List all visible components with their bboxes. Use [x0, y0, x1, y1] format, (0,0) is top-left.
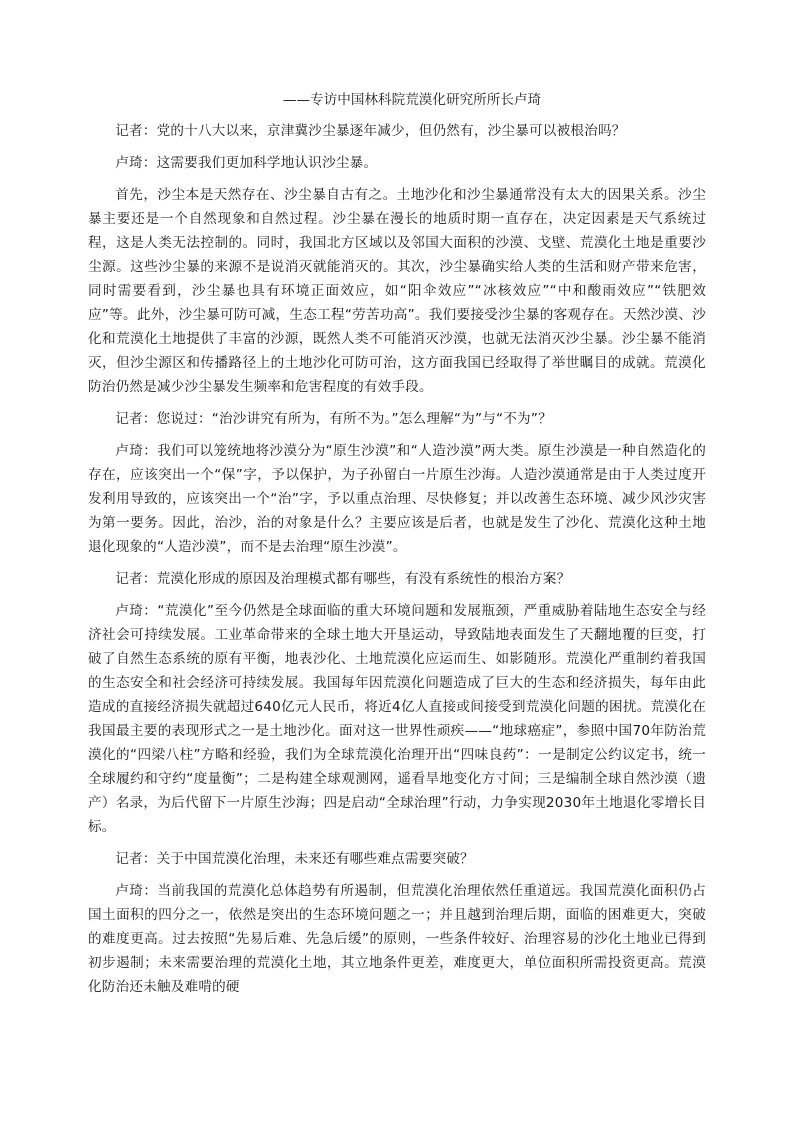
question-paragraph: 记者：您说过：“治沙讲究有所为，有所不为。”怎么理解“为”与“不为”？	[115, 411, 552, 427]
answer-paragraph: 卢琦：这需要我们更加科学地认识沙尘暴。	[115, 155, 378, 171]
subtitle: ——专访中国林科院荒漠化研究所所长卢琦	[282, 92, 542, 108]
question-paragraph: 记者：党的十八大以来，京津冀沙尘暴逐年减少，但仍然有，沙尘暴可以被根治吗？	[115, 123, 626, 139]
answer-paragraph: 卢琦：我们可以笼统地将沙漠分为“原生沙漠”和“人造沙漠”两大类。原生沙漠是一种自然造化的存在，应该突出一个“保”字，予以保护，为子孙留白一片原生沙海。人造沙漠通常是由于人类过度开发利用导致的，应该突出一个“治”字，予以重点治理、尽快修复；并以改善生态环境、减少风沙灾害为第一要务。因此，治沙，治的对象是什么？主要应该是后者，也就是发生了沙化、荒漠化这种土地退化现象的“人造沙漠”，而不是去治理“原生沙漠”。	[88, 443, 706, 555]
question-paragraph: 记者：荒漠化形成的原因及治理模式都有哪些，有没有系统性的根治方案？	[115, 571, 571, 587]
answer-paragraph: 卢琦：当前我国的荒漠化总体趋势有所遏制，但荒漠化治理依然任重道远。我国荒漠化面积仍占国土面积的四分之一，依然是突出的生态环境问题之一；并且越到治理后期，面临的困难更大，突破的难度更高。过去按照“先易后难、先急后缓”的原则，一些条件较好、治理容易的沙化土地业已得到初步遏制；未来需要治理的荒漠化土地，其立地条件更差，难度更大，单位面积所需投资更高。荒漠化防治还未触及难啃的硬	[88, 883, 706, 995]
document-page	[88, 88, 706, 1007]
answer-paragraph: 首先，沙尘本是天然存在、沙尘暴自古有之。土地沙化和沙尘暴通常没有太大的因果关系。沙尘暴主要还是一个自然现象和自然过程。沙尘暴在漫长的地质时期一直存在，决定因素是天气系统过程，这是人类无法控制的。同时，我国北方区域以及邻国大面积的沙漠、戈壁、荒漠化土地是重要沙尘源。这些沙尘暴的来源不是说消灭就能消灭的。其次，沙尘暴确实给人类的生活和财产带来危害，同时需要看到，沙尘暴也具有环境正面效应，如“阳伞效应”“冰核效应”“中和酸雨效应”“铁肥效应”等。此外，沙尘暴可防可减，生态工程“劳苦功高”。我们要接受沙尘暴的客观存在。天然沙漠、沙化和荒漠化土地提供了丰富的沙源，既然人类不可能消灭沙漠，也就无法消灭沙尘暴。沙尘暴不能消灭，但沙尘源区和传播路径上的土地沙化可防可治，这方面我国已经取得了举世瞩目的成就。荒漠化防治仍然是减少沙尘暴发生频率和危害程度的有效手段。	[88, 187, 706, 395]
answer-paragraph: 卢琦：“荒漠化”至今仍然是全球面临的重大环境问题和发展瓶颈，严重威胁着陆地生态安全与经济社会可持续发展。工业革命带来的全球土地大开垦运动，导致陆地表面发生了天翻地覆的巨变，打破了自然生态系统的原有平衡，地表沙化、土地荒漠化应运而生、如影随形。荒漠化严重制约着我国的生态安全和社会经济可持续发展。我国每年因荒漠化问题造成了巨大的生态和经济损失，每年由此造成的直接经济损失就超过640亿元人民币，将近4亿人直接或间接受到荒漠化问题的困扰。荒漠化在我国最主要的表现形式之一是土地沙化。面对这一世界性顽疾——“地球癌症”，参照中国70年防治荒漠化的“四梁八柱”方略和经验，我们为全球荒漠化治理开出“四味良药”：一是制定公约议定书，统一全球履约和守约“度量衡”；二是构建全球观测网，遥看旱地变化方寸间；三是编制全球自然沙漠（遗产）名录，为后代留下一片原生沙海；四是启动“全球治理”行动，力争实现2030年土地退化零增长目标。	[88, 603, 706, 835]
question-paragraph: 记者：关于中国荒漠化治理，未来还有哪些难点需要突破？	[115, 851, 474, 867]
